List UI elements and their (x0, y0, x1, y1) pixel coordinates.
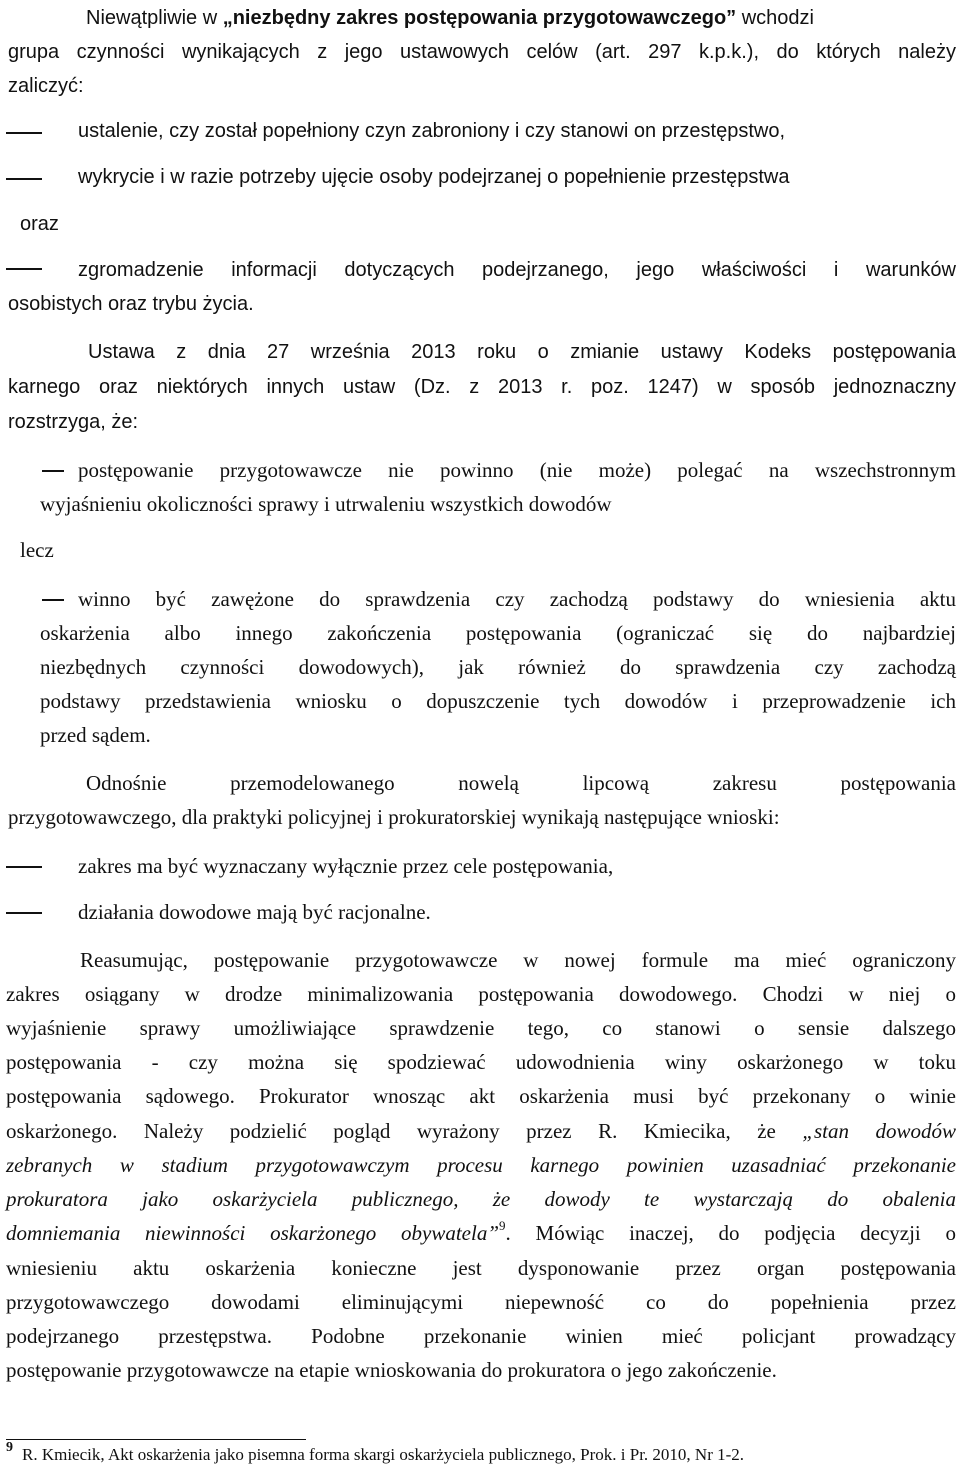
p2-line-2: karnego oraz niektórych innych ustaw (Dz. z 2013 r. poz. 1247) w sposób jednoznaczny (8, 376, 956, 398)
p4-quote-line-8: prokuratora jako oskarżyciela publicznego, że dowody te wystarczają do obalenia (6, 1187, 956, 1211)
p4-quote-start: „stan dowodów (802, 1119, 957, 1143)
p2-line-1: Ustawa z dnia 27 września 2013 roku o zmianie ustawy Kodeks postępowania (88, 341, 956, 363)
p4-line-9 (6, 1219, 956, 1247)
list2-line-2: osobistych oraz trybu życia. (8, 293, 254, 315)
list1-item-2: wykrycie i w razie potrzeby ujęcie osoby podejrzanej o popełnienie przestępstwa (78, 166, 790, 188)
list4-line-3: niezbędnych czynności dowodowych), jak również do sprawdzenia czy zachodzą (40, 655, 956, 679)
footnote-separator (6, 1439, 306, 1440)
list5-item-1: zakres ma być wyznaczany wyłącznie przez cele postępowania, (78, 854, 614, 878)
p1-line-3: zaliczyć: (8, 75, 84, 97)
list4-line-2: oskarżenia albo innego zakończenia postępowania (ograniczać się do najbardziej (40, 621, 956, 645)
p4-line-11: przygotowawczego dowodami eliminującymi niepewność co do popełnienia przez (6, 1290, 956, 1314)
oraz-connector: oraz (20, 213, 59, 235)
footnote-number: 9 (6, 1440, 13, 1455)
dash-bullet (6, 132, 42, 134)
p3-line-2: przygotowawczego, dla praktyki policyjnej i prokuratorskiej wynikają następujące wnioski: (8, 805, 780, 829)
p4-line-9-text: . Mówiąc inaczej, do podjęcia decyzji o (505, 1221, 956, 1245)
list3-line-1: postępowanie przygotowawcze nie powinno (nie może) polegać na wszechstronnym (78, 458, 956, 482)
p4-line-4: postępowania - czy można się spodziewać udowodnienia winy oskarżonego w toku (6, 1050, 956, 1074)
dash-bullet (6, 268, 42, 270)
p4-line-5: postępowania sądowego. Prokurator wnosząc akt oskarżenia musi być przekonany o winie (6, 1084, 956, 1108)
p4-line-3: wyjaśnienie sprawy umożliwiające sprawdzenie tego, co stanowi o sensie dalszego (6, 1016, 956, 1040)
p4-quote-line-7: zebranych w stadium przygotowawczym procesu karnego powinien uzasadniać przekonanie (6, 1153, 956, 1177)
footnote-ref[interactable]: 9 (499, 1218, 506, 1233)
dash-bullet (42, 470, 64, 472)
dash-bullet (42, 599, 64, 601)
p4-line-6-text: oskarżonego. Należy podzielić pogląd wyrażony przez R. Kmiecika, że (6, 1119, 803, 1143)
p4-line-7 (6, 1151, 956, 1179)
list4-line-4: podstawy przedstawienia wniosku o dopuszczenie tych dowodów i przeprowadzenie ich (40, 689, 956, 713)
p1-text-a: Niewątpliwie w (86, 7, 223, 29)
p4-line-12: podejrzanego przestępstwa. Podobne przekonanie winien mieć policjant prowadzący (6, 1324, 956, 1348)
p1-emphasis: „niezbędny zakres postępowania przygotowawczego” (222, 7, 737, 29)
p4-line-10: wniesieniu aktu oskarżenia konieczne jest dysponowanie przez organ postępowania (6, 1256, 956, 1280)
list4-line-1: winno być zawężone do sprawdzenia czy zachodzą podstawy do wniesienia aktu (78, 587, 956, 611)
list5-item-2: działania dowodowe mają być racjonalne. (78, 900, 431, 924)
p4-line-13: postępowanie przygotowawcze na etapie wnioskowania do prokuratora o jego zakończenie. (6, 1358, 777, 1382)
list1-item-1: ustalenie, czy został popełniony czyn zabroniony i czy stanowi on przestępstwo, (78, 120, 786, 142)
p2-line-3: rozstrzyga, że: (8, 411, 139, 433)
p1-line-1 (86, 4, 814, 32)
p4-line-1: Reasumując, postępowanie przygotowawcze w nowej formule ma mieć ograniczony (80, 948, 956, 972)
dash-bullet (6, 866, 42, 868)
p4-line-8 (6, 1185, 956, 1213)
list3-line-2: wyjaśnieniu okoliczności sprawy i utrwaleniu wszystkich dowodów (40, 492, 612, 516)
footnote-text: R. Kmiecik, Akt oskarżenia jako pisemna forma skargi oskarżyciela publicznego, Prok. i Pr. 2010, Nr 1-2. (22, 1445, 745, 1464)
list4-line-5: przed sądem. (40, 723, 151, 747)
p1-line-2: grupa czynności wynikających z jego ustawowych celów (art. 297 k.p.k.), do których należy (8, 41, 956, 63)
list2-line-1: zgromadzenie informacji dotyczących podejrzanego, jego właściwości i warunków (78, 259, 956, 281)
p4-line-2: zakres osiągany w drodze minimalizowania postępowania dowodowego. Chodzi w niej o (6, 982, 956, 1006)
p4-quote-end: domniemania niewinności oskarżonego obywatela” (6, 1221, 500, 1245)
p1-text-c: wchodzi (736, 7, 814, 29)
dash-bullet (6, 178, 42, 180)
p3-line-1: Odnośnie przemodelowanego nowelą lipcową zakresu postępowania (86, 771, 956, 795)
lecz-connector: lecz (20, 538, 54, 562)
dash-bullet (6, 912, 42, 914)
p4-line-6 (6, 1117, 956, 1145)
